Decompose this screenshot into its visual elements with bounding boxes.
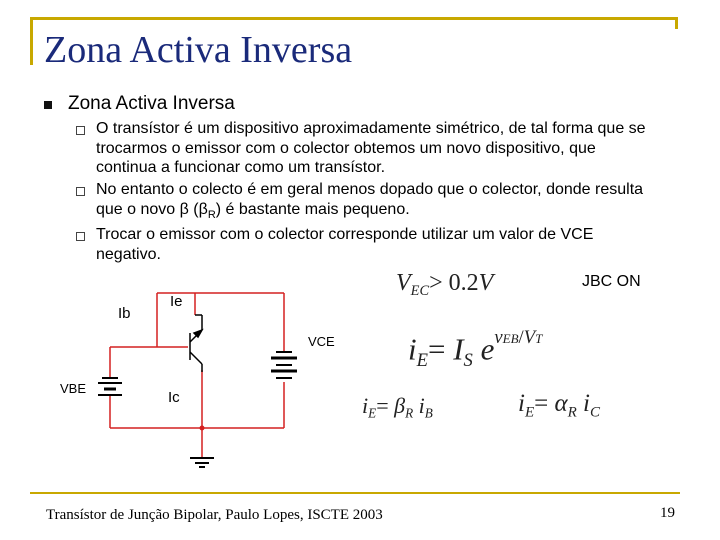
eq-subscript: R (567, 404, 577, 421)
eq-equals: = (427, 331, 454, 367)
eq-subscript: S (463, 350, 473, 372)
eq-relation: > 0.2 (429, 270, 479, 296)
eq-exponent (494, 327, 542, 348)
eq-unit: V (478, 270, 494, 296)
eq-subscript: B (424, 405, 433, 421)
eq-beta: β (394, 393, 406, 418)
eq-subscript: E (524, 404, 535, 421)
equation-ie-alpha (518, 390, 600, 421)
label-ic: Ic (168, 389, 180, 406)
ground-symbol-icon (190, 458, 214, 467)
junction-dot (200, 426, 205, 431)
sub-bullet-2-text-b: ) é bastante mais pequeno. (215, 200, 410, 218)
eq-exp-vtsub: T (535, 331, 543, 346)
sub-bullet-3-text: Trocar o emissor com o colector corresponde utilizar um valor de VCE negativo. (96, 226, 594, 263)
page-number: 19 (660, 505, 675, 521)
beta-subscript: R (207, 208, 216, 221)
equation-vec (396, 270, 493, 300)
eq-symbol: i (418, 393, 425, 418)
eq-exp-sub: EB (502, 331, 519, 346)
bullet-text: Zona Activa Inversa (68, 93, 235, 114)
eq-exp-base: e (480, 331, 495, 367)
label-vce: VCE (308, 334, 335, 349)
sub-bullet-2-text-a: No entanto o colecto é em geral menos dopado que o colector, donde resulta que o novo (96, 181, 644, 218)
eq-symbol: I (453, 331, 464, 367)
eq-equals: = (376, 393, 395, 418)
eq-exp-var: v (494, 327, 503, 348)
eq-symbol: i (518, 390, 525, 417)
sub-bullet-1-text: O transístor é um dispositivo aproximadamente simétrico, de tal forma que se trocarmos o emissor com o colector obtemos um novo dispositivo, que continua a funcionar como um transístor. (96, 120, 646, 176)
eq-subscript: E (368, 405, 377, 421)
vbe-battery-icon (98, 378, 122, 395)
eq-symbol: V (396, 270, 411, 296)
eq-exp-vt: V (523, 327, 536, 348)
eq-subscript: R (405, 405, 414, 421)
eq-subscript: EC (410, 283, 430, 300)
equation-ie-beta (362, 393, 433, 422)
equation-ie-exp (408, 327, 542, 372)
beta-symbol: β (179, 200, 189, 218)
slide-title: Zona Activa Inversa (44, 29, 353, 71)
beta-symbol: β (198, 200, 208, 218)
eq-symbol: i (362, 393, 369, 418)
label-ie: Ie (170, 293, 183, 310)
junction-condition: JBC ON (582, 273, 641, 290)
eq-exp-slash: / (518, 327, 524, 348)
label-vbe: VBE (60, 381, 87, 396)
label-ib: Ib (118, 305, 131, 322)
eq-subscript: C (589, 404, 600, 421)
eq-symbol: i (583, 390, 590, 417)
vce-battery-icon (271, 352, 297, 378)
eq-equals: = (534, 390, 555, 417)
footer-text: Transístor de Junção Bipolar, Paulo Lopes, ISCTE 2003 (46, 507, 383, 523)
transistor-collector-leg (190, 352, 202, 364)
eq-symbol: i (408, 331, 417, 367)
sub-bullet-2-paren: ( (188, 200, 199, 218)
eq-subscript: E (416, 350, 428, 372)
footer-divider (30, 492, 680, 494)
eq-alpha: α (554, 390, 568, 417)
